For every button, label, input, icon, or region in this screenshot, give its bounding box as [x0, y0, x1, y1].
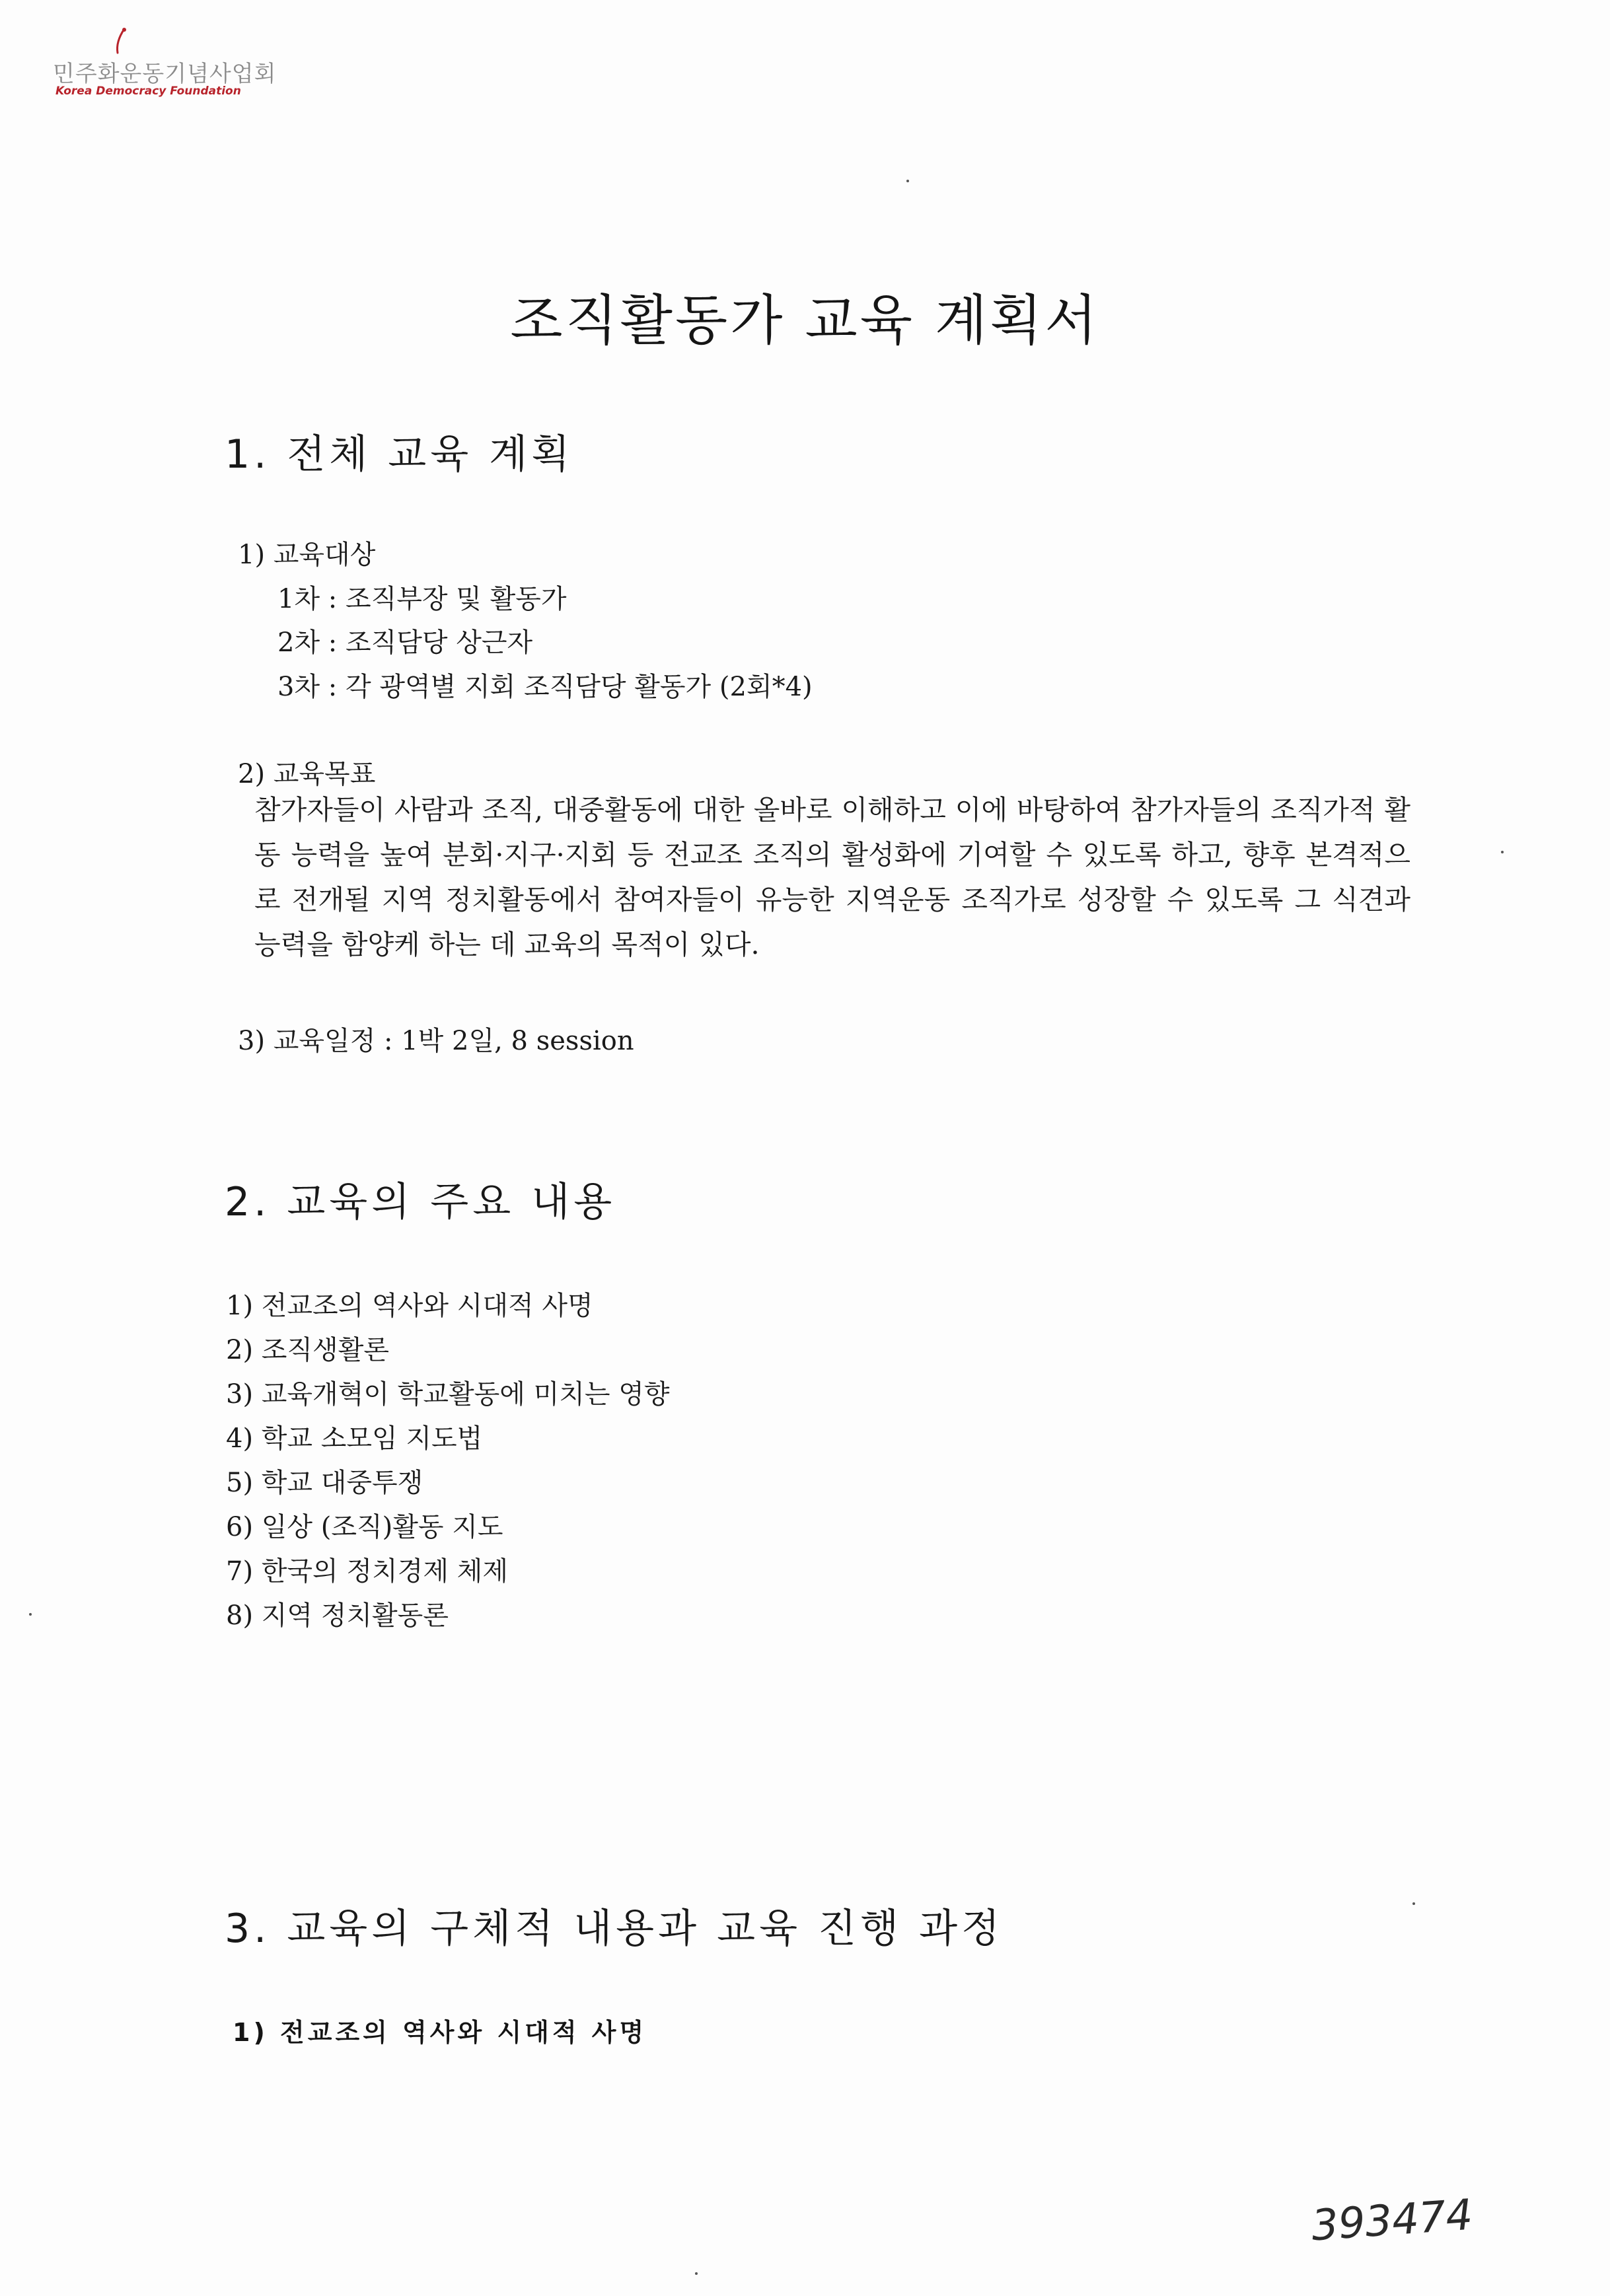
- section-2-heading: 2. 교육의 주요 내용: [225, 1179, 616, 1225]
- target-item-3: 3차 : 각 광역별 지회 조직담당 활동가 (2회*4): [277, 672, 813, 702]
- goal-paragraph: 참가자들이 사람과 조직, 대중활동에 대한 올바로 이해하고 이에 바탕하여 참가자들의 조직가적 활동 능력을 높여 분회·지구·지회 등 전교조 조직의 활성화에 기여할 수 있도록 하고, 향후 본격적으로 전개될 지역 정치활동에서 참여자들이 유능한 지역운동 조직가로 성장할 수 있도록 그 식견과 능력을 함양케 하는 데 교육의 목적이 있다.: [254, 794, 1410, 960]
- logo-brush-icon: [108, 26, 128, 54]
- logo-english-text: Korea Democracy Foundation: [55, 85, 241, 98]
- goal-label: 2) 교육목표: [238, 759, 376, 789]
- content-item-3: 3) 교육개혁이 학교활동에 미치는 영향: [226, 1379, 670, 1410]
- content-item-5: 5) 학교 대중투쟁: [226, 1468, 423, 1498]
- content-item-2: 2) 조직생활론: [226, 1335, 389, 1365]
- handwritten-page-number: 393474: [1309, 2190, 1475, 2251]
- content-item-7: 7) 한국의 정치경제 체제: [226, 1556, 508, 1587]
- target-item-1: 1차 : 조직부장 및 활동가: [277, 584, 567, 614]
- scan-speck: [1412, 1902, 1415, 1905]
- content-item-1: 1) 전교조의 역사와 시대적 사명: [226, 1291, 593, 1321]
- content-item-6: 6) 일상 (조직)활동 지도: [226, 1512, 503, 1542]
- schedule-line: 3) 교육일정 : 1박 2일, 8 session: [238, 1026, 634, 1056]
- section-1-heading: 1. 전체 교육 계획: [225, 431, 574, 478]
- logo-korean-text: 민주화운동기념사업회: [53, 61, 277, 87]
- target-item-2: 2차 : 조직담당 상근자: [277, 628, 533, 658]
- scan-speck: [29, 1613, 32, 1616]
- content-item-8: 8) 지역 정치활동론: [226, 1600, 449, 1631]
- scan-speck: [1501, 851, 1504, 853]
- section-3-heading: 3. 교육의 구체적 내용과 교육 진행 과정: [225, 1906, 1004, 1952]
- target-label: 1) 교육대상: [238, 540, 376, 570]
- scan-speck: [906, 180, 909, 182]
- content-item-4: 4) 학교 소모임 지도법: [226, 1423, 483, 1454]
- section-3-subheading: 1) 전교조의 역사와 시대적 사명: [233, 2018, 647, 2047]
- scan-speck: [695, 2272, 698, 2275]
- document-title: 조직활동가 교육 계획서: [510, 289, 1100, 352]
- foundation-logo: [48, 26, 277, 119]
